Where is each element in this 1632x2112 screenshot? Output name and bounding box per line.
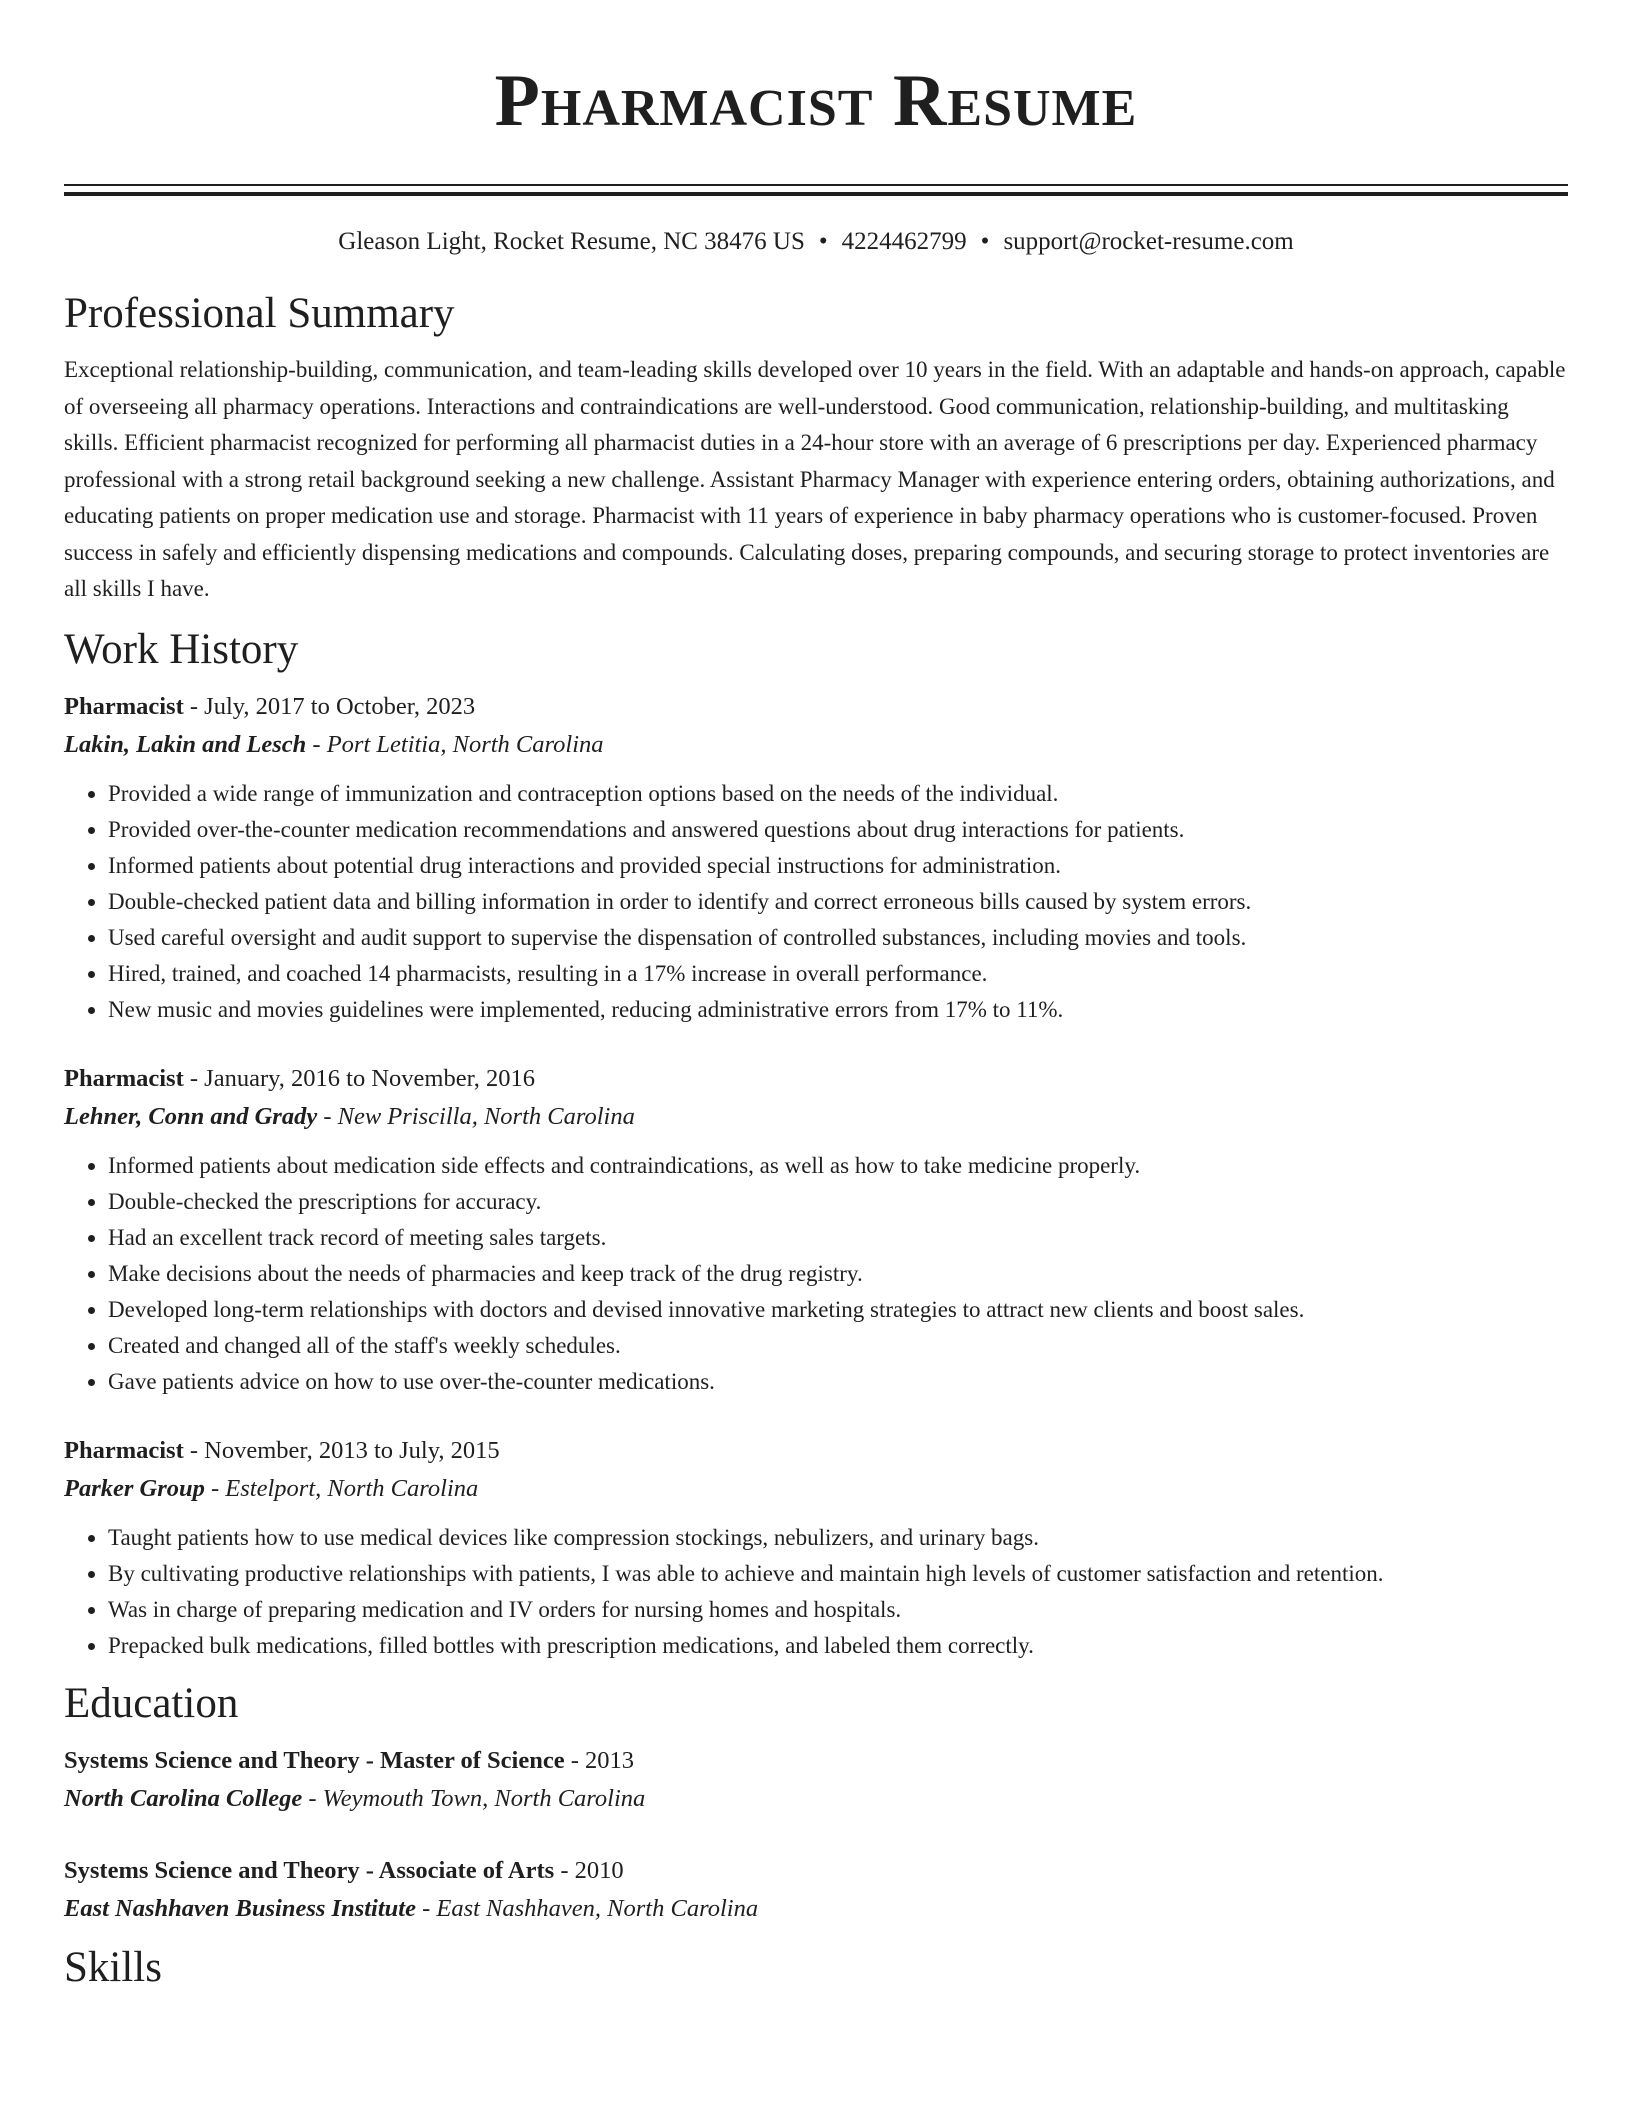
contact-email: support@rocket-resume.com (1003, 228, 1294, 255)
degree-line (64, 1742, 1568, 1780)
duty-list (64, 776, 1568, 1028)
duty-item: • Provided a wide range of immunization and contraception options based on the needs of the individual. (108, 776, 1568, 812)
job-title-line (64, 1432, 1568, 1470)
work-history-heading: Work History (64, 625, 299, 673)
duty-item: • Was in charge of preparing medication and IV orders for nursing homes and hospitals. (108, 1592, 1568, 1628)
duty-item: • By cultivating productive relationships with patients, I was able to achieve and maintain high levels of customer satisfaction and retention. (108, 1556, 1568, 1592)
school-line (64, 1890, 1568, 1928)
school-location: - East Nashhaven, North Carolina (415, 1894, 759, 1922)
company-location: - Port Letitia, North Carolina (306, 730, 604, 758)
duty-item: • Created and changed all of the staff's weekly schedules. (108, 1328, 1568, 1364)
duty-item: • Taught patients how to use medical devices like compression stockings, nebulizers, and urinary bags. (108, 1520, 1568, 1556)
summary-text: Exceptional relationship-building, communication, and team-leading skills developed over 10 years in the field. With an adaptable and hands-on approach, capable of overseeing all pharmacy operations. Interactions and contraindications are well-understood. Good communication, relationship-building, and multitasking skills. Efficient pharmacist recognized for performing all pharmacist duties in a 24-hour store with an average of 6 prescriptions per day. Experienced pharmacy professional with a strong retail background seeking a new challenge. Assistant Pharmacy Manager with experience entering orders, obtaining authorizations, and educating patients on proper medication use and storage. Pharmacist with 11 years of experience in baby pharmacy operations who is customer-focused. Proven success in safely and efficiently dispensing medications and compounds. Calculating doses, preparing compounds, and securing storage to protect inventories are all skills I have. (64, 357, 1566, 601)
job-entry (64, 1432, 1568, 1664)
duty-item: • Hired, trained, and coached 14 pharmacists, resulting in a 17% increase in overall performance. (108, 956, 1568, 992)
summary-heading: Professional Summary (64, 290, 455, 337)
education-entry (64, 1742, 1568, 1818)
school-name: North Carolina College (64, 1784, 303, 1812)
title-divider (64, 184, 1568, 186)
job-title: Pharmacist (64, 1064, 184, 1092)
job-title-line (64, 1060, 1568, 1098)
duty-item: • Double-checked patient data and billing information in order to identify and correct erroneous bills caused by system errors. (108, 884, 1568, 920)
duty-item: • Double-checked the prescriptions for accuracy. (108, 1184, 1568, 1220)
job-entry (64, 1060, 1568, 1400)
degree-year: - 2013 (564, 1746, 635, 1774)
contact-phone: 4224462799 (841, 228, 967, 255)
duty-list (64, 1148, 1568, 1400)
skills-heading: Skills (64, 1943, 162, 1991)
duty-list (64, 1520, 1568, 1664)
job-title: Pharmacist (64, 692, 184, 720)
duty-item: • Provided over-the-counter medication recommendations and answered questions about drug interactions for patients. (108, 812, 1568, 848)
duty-item: • New music and movies guidelines were implemented, reducing administrative errors from 17% to 11%. (108, 992, 1568, 1028)
school-name: East Nashhaven Business Institute (64, 1894, 416, 1922)
job-dates: - January, 2016 to November, 2016 (183, 1064, 535, 1092)
company-line (64, 1098, 1568, 1136)
job-entry (64, 688, 1568, 1028)
contact-separator: • (818, 228, 828, 255)
school-line (64, 1780, 1568, 1818)
company-location: - Estelport, North Carolina (204, 1474, 479, 1502)
duty-item: • Developed long-term relationships with doctors and devised innovative marketing strategies to attract new clients and boost sales. (108, 1292, 1568, 1328)
contact-address: Gleason Light, Rocket Resume, NC 38476 US (338, 228, 805, 255)
company-location: - New Priscilla, North Carolina (317, 1102, 635, 1130)
duty-item: • Had an excellent track record of meeting sales targets. (108, 1220, 1568, 1256)
company-line (64, 726, 1568, 764)
job-title: Pharmacist (64, 1436, 184, 1464)
job-dates: - July, 2017 to October, 2023 (183, 692, 476, 720)
resume-title: Pharmacist Resume (494, 60, 1138, 142)
contact-line (64, 226, 1568, 258)
duty-item: • Gave patients advice on how to use over-the-counter medications. (108, 1364, 1568, 1400)
duty-item: • Make decisions about the needs of pharmacies and keep track of the drug registry. (108, 1256, 1568, 1292)
education-heading: Education (64, 1679, 239, 1727)
degree-name: Systems Science and Theory - Associate of Arts (64, 1856, 555, 1884)
degree-year: - 2010 (554, 1856, 624, 1884)
company-name: Lehner, Conn and Grady (64, 1102, 318, 1130)
job-dates: - November, 2013 to July, 2015 (183, 1436, 500, 1464)
duty-item: • Informed patients about medication side effects and contraindications, as well as how to take medicine properly. (108, 1148, 1568, 1184)
resume-page (64, 0, 1568, 1994)
company-line (64, 1470, 1568, 1508)
education-entry (64, 1852, 1568, 1928)
company-name: Lakin, Lakin and Lesch (64, 730, 307, 758)
duty-item: • Prepacked bulk medications, filled bottles with prescription medications, and labeled them correctly. (108, 1628, 1568, 1664)
degree-line (64, 1852, 1568, 1890)
degree-name: Systems Science and Theory - Master of Science (64, 1746, 565, 1774)
duty-item: • Informed patients about potential drug interactions and provided special instructions for administration. (108, 848, 1568, 884)
school-location: - Weymouth Town, North Carolina (302, 1784, 646, 1812)
job-title-line (64, 688, 1568, 726)
duty-item: • Used careful oversight and audit support to supervise the dispensation of controlled substances, including movies and tools. (108, 920, 1568, 956)
company-name: Parker Group (64, 1474, 205, 1502)
contact-separator: • (980, 228, 990, 255)
